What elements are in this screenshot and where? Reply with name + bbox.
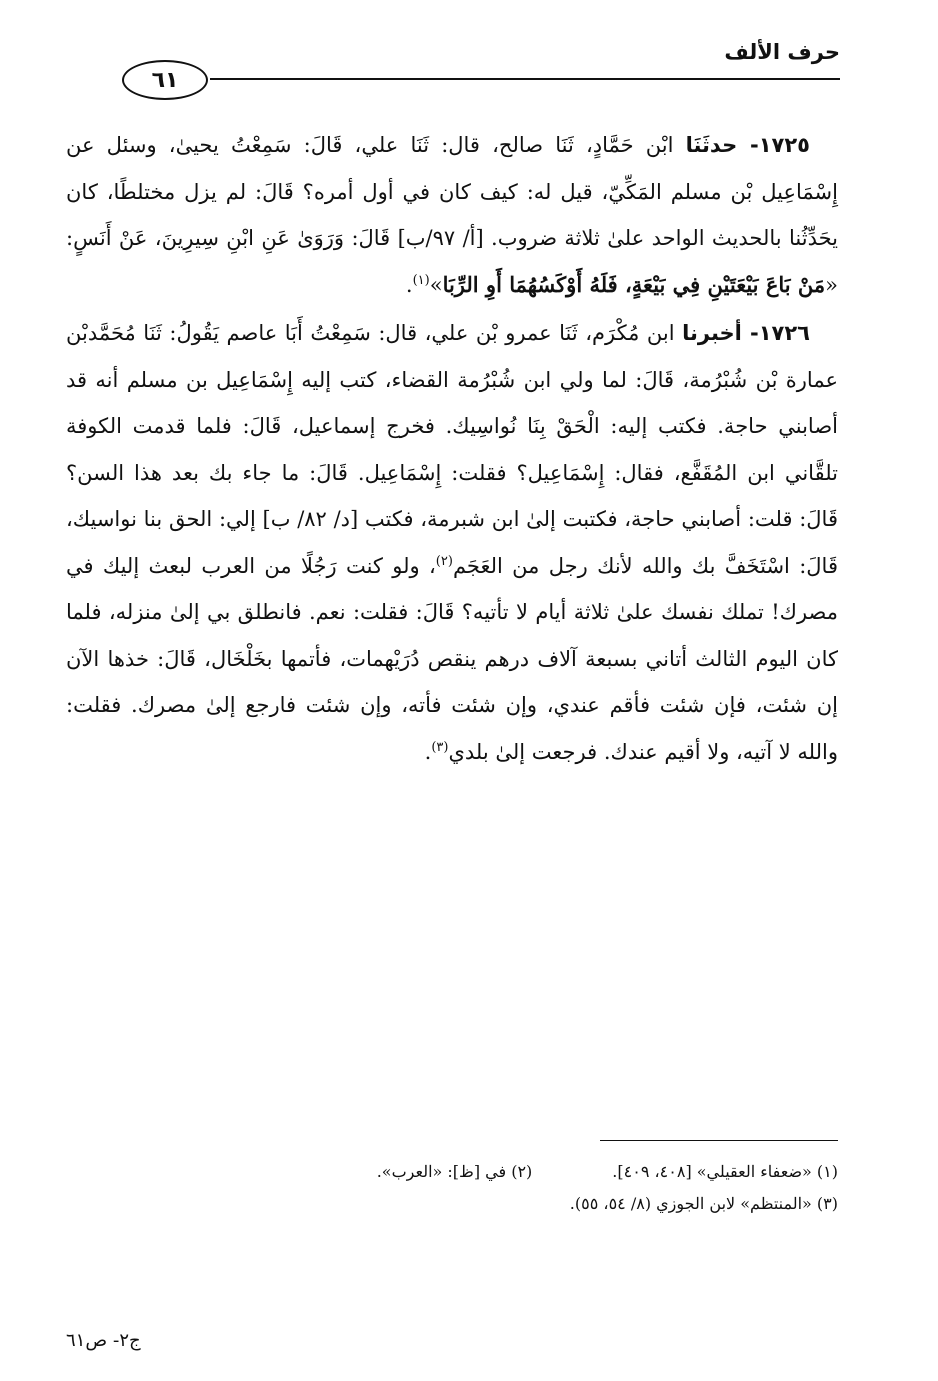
footnote-1: (١) «ضعفاء العقيلي» [٤٠٨، ٤٠٩]. [612, 1162, 838, 1181]
footnote-row [66, 1156, 838, 1188]
footnote-marker: (١) [412, 272, 430, 288]
footnote-marker: (٣) [431, 739, 449, 755]
header-rule [210, 78, 840, 80]
hadith-number: ١٧٢٥- [737, 133, 810, 157]
footnote-3: (٣) «المنتظم» لابن الجوزي (٨/ ٥٤، ٥٥). [569, 1194, 838, 1213]
hadith-1726 [66, 310, 838, 775]
hadith-text: ابْن حَمَّادٍ، ثَنَا صالح، قال: ثَنَا علي، قَالَ: سَمِعْتُ يحيىٰ، وسئل عن إِسْمَاعِيل بْن مسلم المَكِّيّ، قيل له: كيف كان في أول أمره؟ قَالَ: لم يزل مختلطًا، كان يحَدِّثُنا بالحديث الواحد علىٰ ثلاثة ضروب. [أ/ ٩٧/ب] قَالَ: وَرَوَىٰ عَنِ ابْنِ سِيرِينَ، عَنْ أَنَسٍ: « [66, 133, 838, 297]
main-text [66, 122, 838, 777]
hadith-quote: مَنْ بَاعَ بَيْعَتَيْنِ فِي بَيْعَةٍ، فَلَهُ أَوْكَسُهُمَا أَوِ الرِّبَا [442, 271, 826, 297]
hadith-1725 [66, 122, 838, 308]
footnote-rule [600, 1140, 838, 1141]
footnote-2: (٢) في [ظ]: «العرب». [376, 1162, 533, 1181]
quote-close: » [429, 272, 443, 297]
hadith-text-part-a: ابن مُكْرَم، ثَنَا عمرو بْن علي، قال: سَمِعْتُ أَبَا عاصم يَقُولُ: ثَنَا مُحَمَّدبْن عمارة بْن شُبْرُمة، قَالَ: لما ولي ابن شُبْرُمة القضاء، كتب إليه إِسْمَاعِيل بن مسلم أنه قد أصابني حاجة. فكتب إليه: الْحَقْ بِنَا نُواسِيك. فخرج إسماعيل، قَالَ: فلما قدمت الكوفة تلقَّاني ابن المُقَفَّع، فقال: إِسْمَاعِيل؟ فقلت: إِسْمَاعِيل. قَالَ: ما جاء بك بعد هذا السن؟ قَالَ: قلت: أصابني حاجة، فكتبت إلىٰ ابن شبرمة، فكتب [د/ ٨٢/ ب] إلي: الحق بنا نواسيك، قَالَ: اسْتَخَفَّ بك والله لأنك رجل من العَجَم [66, 321, 838, 578]
chapter-title: حرف الألف [724, 40, 840, 64]
hadith-text-part-b: ، ولو كنت رَجُلًا من العرب لبعث إليك في مصرك! تملك نفسك علىٰ ثلاثة أيام لا تأتيه؟ قَالَ: فقلت: نعم. فانطلق بي إلىٰ منزله، فلما كان اليوم الثالث أتاني بسبعة آلاف درهم ينقص دُرَيْهمات، فأتمها بخَلْخَال، قَالَ: خذها الآن إن شئت، فإن شئت فأقم عندي، وإن شئت فأته، وإن شئت فارجع إلىٰ مصرك. فقلت: والله لا آتيه، ولا أقيم عندك. فرجعت إلىٰ بلدي [66, 553, 838, 764]
volume-page-reference: ج٢- ص٦١ [66, 1330, 141, 1351]
hadith-lead: حدثَنَا [685, 133, 738, 157]
hadith-end: . [424, 739, 432, 764]
page-header [60, 40, 840, 100]
footnote-marker: (٢) [435, 553, 453, 569]
hadith-lead: أخبرنا [682, 321, 742, 345]
page-number-badge: ٦١ [122, 60, 208, 100]
footnotes [66, 1156, 838, 1220]
hadith-end: . [405, 272, 413, 297]
hadith-number: ١٧٢٦- [741, 321, 810, 345]
